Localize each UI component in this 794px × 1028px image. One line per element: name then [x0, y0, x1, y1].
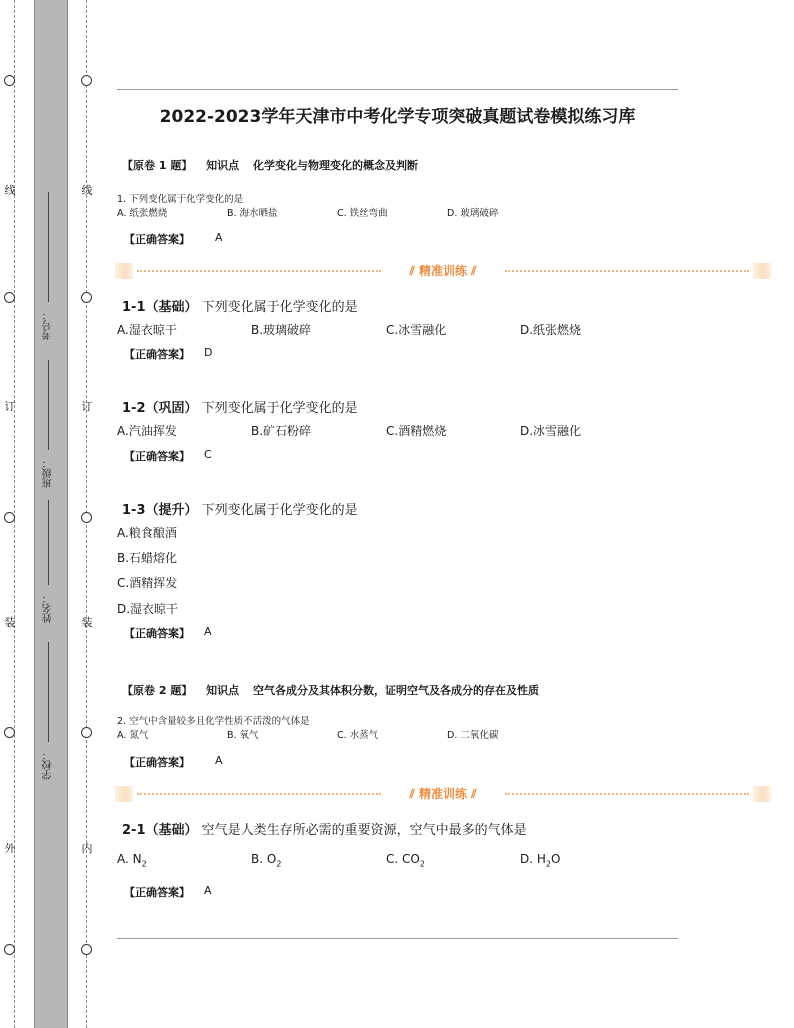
question-number: 1-3 [122, 503, 146, 518]
margin-char-outer: 线 [4, 184, 16, 197]
practice-question-title [122, 499, 358, 518]
original-question-header [122, 682, 539, 698]
original-tag: 【原卷 2 题】 [122, 684, 193, 697]
option-c: C.冰雪融化 [386, 323, 447, 337]
original-tag: 【原卷 1 题】 [122, 159, 193, 172]
answer-label: 【正确答案】 [124, 756, 190, 769]
difficulty-level: （基础） [145, 300, 198, 315]
punch-hole [4, 512, 15, 523]
knowledge-point-label: 知识点 [206, 684, 240, 697]
answer-label: 【正确答案】 [124, 233, 190, 246]
difficulty-level: （基础） [145, 823, 198, 838]
field-label-exam-number: 考号： [43, 310, 54, 340]
margin-char-inner: 内 [81, 842, 93, 855]
question-text: 下列变化属于化学变化的是 [201, 300, 358, 315]
margin-char-inner: 订 [81, 400, 93, 413]
option-b: B.矿石粉碎 [251, 424, 312, 438]
knowledge-point-label: 知识点 [206, 159, 240, 172]
punch-hole [4, 75, 15, 86]
leaf-icon: ⫽ [409, 787, 419, 801]
field-line-name [48, 500, 49, 585]
punch-hole [81, 512, 92, 523]
knowledge-point: 空气各成分及其体积分数，证明空气及各成分的存在及性质 [253, 684, 540, 697]
answer-value: A [204, 884, 212, 897]
punch-hole [81, 727, 92, 738]
option-d: D. $H_2O$ [520, 852, 561, 869]
section-divider-label: ⫽ 精准训练 ⫽ [409, 787, 477, 801]
original-option: C. 铁丝弯曲 [337, 208, 388, 219]
question-text: 下列变化属于化学变化的是 [201, 401, 358, 416]
binding-strip [34, 0, 68, 1028]
answer-label: 【正确答案】 [124, 348, 190, 361]
section-divider [115, 786, 771, 802]
original-option: D. 二氧化碳 [447, 730, 499, 741]
option-a: A.湿衣晾干 [117, 323, 177, 337]
option-b: B. $O_2$ [251, 852, 282, 869]
original-question-text: 1. 下列变化属于化学变化的是 [117, 194, 244, 205]
margin-char-inner: 装 [81, 616, 93, 629]
original-option: B. 海水晒盐 [227, 208, 278, 219]
answer-value: C [204, 448, 212, 461]
original-question-header [122, 157, 418, 173]
field-label-school: 学校： [43, 750, 54, 780]
section-divider-label: ⫽ 精准训练 ⫽ [409, 264, 477, 278]
punch-hole [4, 727, 15, 738]
leaf-icon: ⫽ [467, 787, 477, 801]
answer-value: D [204, 346, 213, 359]
section-divider [115, 263, 771, 279]
margin-char-outer: 装 [4, 616, 16, 629]
original-option: C. 水蒸气 [337, 730, 379, 741]
option-d: D.冰雪融化 [520, 424, 582, 438]
field-label-name: 姓名： [43, 593, 54, 623]
answer-label: 【正确答案】 [124, 886, 190, 899]
margin-char-outer: 外 [4, 842, 16, 855]
punch-hole [4, 944, 15, 955]
top-rule [117, 89, 678, 90]
question-number: 1-2 [122, 401, 146, 416]
practice-question-title [122, 296, 358, 315]
field-label-class: 班级： [43, 458, 54, 488]
answer-value: A [215, 754, 223, 767]
original-question-text: 2. 空气中含量较多且化学性质不活泼的气体是 [117, 716, 310, 727]
original-option: A. 氮气 [117, 730, 149, 741]
question-number: 2-1 [122, 823, 146, 838]
leaf-icon: ⫽ [409, 264, 419, 278]
practice-question-title [122, 819, 527, 838]
question-number: 1-1 [122, 300, 146, 315]
punch-hole [4, 292, 15, 303]
answer-value: A [204, 625, 212, 638]
practice-question-title [122, 397, 358, 416]
answer-label: 【正确答案】 [124, 450, 190, 463]
difficulty-level: （提升） [145, 503, 198, 518]
option-a: A.汽油挥发 [117, 424, 177, 438]
question-text: 空气是人类生存所必需的重要资源，空气中最多的气体是 [201, 823, 527, 838]
difficulty-level: （巩固） [145, 401, 198, 416]
bottom-rule [117, 938, 678, 939]
page-title: 2022-2023学年天津市中考化学专项突破真题试卷模拟练习库 [159, 107, 636, 127]
original-option: B. 氧气 [227, 730, 259, 741]
punch-hole [81, 292, 92, 303]
field-line-class [48, 360, 49, 450]
answer-label: 【正确答案】 [124, 627, 190, 640]
option-b: B.石蜡熔化 [117, 551, 178, 565]
option-a: A.粮食酿酒 [117, 526, 177, 540]
option-a: A. $N_2$ [117, 852, 147, 869]
field-line-exam-number [48, 192, 49, 302]
margin-char-inner: 线 [81, 184, 93, 197]
leaf-icon: ⫽ [467, 264, 477, 278]
option-d: D.纸张燃烧 [520, 323, 582, 337]
question-text: 下列变化属于化学变化的是 [201, 503, 358, 518]
option-d: D.湿衣晾干 [117, 602, 179, 616]
option-c: C.酒精挥发 [117, 576, 178, 590]
original-option: D. 玻璃破碎 [447, 208, 499, 219]
margin-char-outer: 订 [4, 400, 16, 413]
original-option: A. 纸张燃烧 [117, 208, 168, 219]
option-c: C. $CO_2$ [386, 852, 425, 869]
option-b: B.玻璃破碎 [251, 323, 312, 337]
option-c: C.酒精燃烧 [386, 424, 447, 438]
answer-value: A [215, 231, 223, 244]
knowledge-point: 化学变化与物理变化的概念及判断 [253, 159, 419, 172]
punch-hole [81, 944, 92, 955]
field-line-school [48, 642, 49, 742]
punch-hole [81, 75, 92, 86]
